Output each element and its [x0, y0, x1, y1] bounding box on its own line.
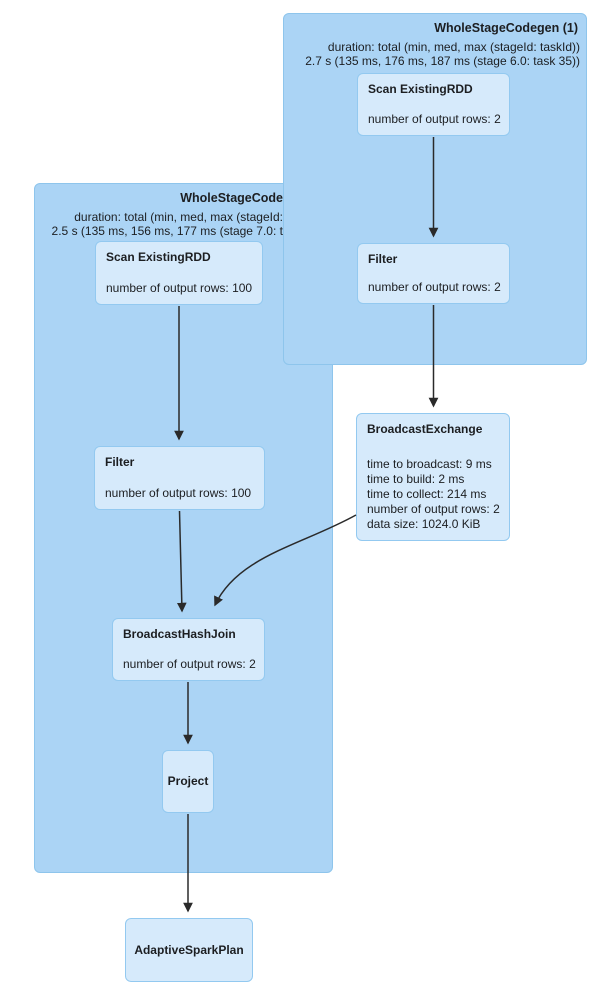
node-metric: time to build: 2 ms — [367, 472, 465, 486]
node-metric: number of output rows: 2 — [367, 502, 500, 516]
cluster-2-duration-line1: duration: total (min, med, max (stageId: — [74, 211, 283, 224]
node-broadcasthashjoin[interactable] — [112, 618, 265, 681]
node-title: Project — [167, 774, 209, 788]
node-scan-existingrdd-2[interactable] — [95, 241, 263, 305]
node-title: Filter — [105, 455, 135, 469]
cluster-2-duration-line2: 2.5 s (135 ms, 156 ms, 177 ms (stage 7.0: t — [51, 223, 283, 238]
node-title: AdaptiveSparkPlan — [134, 942, 244, 957]
cluster-1-duration — [288, 41, 580, 68]
node-filter-1[interactable] — [357, 243, 510, 304]
node-project[interactable] — [162, 750, 214, 813]
node-title: Scan ExistingRDD — [106, 250, 211, 264]
node-filter-2[interactable] — [94, 446, 265, 510]
node-broadcastexchange[interactable] — [356, 413, 510, 541]
node-metric: time to broadcast: 9 ms — [367, 457, 492, 471]
node-title: Scan ExistingRDD — [368, 82, 473, 96]
cluster-1-duration-line2: 2.7 s (135 ms, 176 ms, 187 ms (stage 6.0: task 35)) — [305, 53, 580, 68]
node-metric: number of output rows: 2 — [368, 280, 501, 294]
cluster-2-title: WholeStageCode — [180, 191, 283, 205]
node-title: Filter — [368, 252, 398, 266]
node-scan-existingrdd-1[interactable] — [357, 73, 510, 136]
node-adaptivesparkplan[interactable] — [125, 918, 253, 982]
cluster-1-duration-line1: duration: total (min, med, max (stageId: taskId)) — [327, 41, 580, 54]
node-metrics — [367, 457, 499, 532]
node-metric: number of output rows: 2 — [368, 112, 501, 126]
node-title: BroadcastExchange — [367, 422, 483, 436]
node-metric: number of output rows: 100 — [105, 486, 252, 500]
node-metric: number of output rows: 100 — [106, 281, 253, 295]
cluster-2-duration — [36, 211, 283, 238]
node-metric: data size: 1024.0 KiB — [367, 517, 481, 531]
cluster-1-title: WholeStageCodegen (1) — [434, 21, 578, 35]
node-metric: time to collect: 214 ms — [367, 487, 487, 501]
node-metric: number of output rows: 2 — [123, 657, 256, 671]
node-title: BroadcastHashJoin — [123, 627, 236, 641]
